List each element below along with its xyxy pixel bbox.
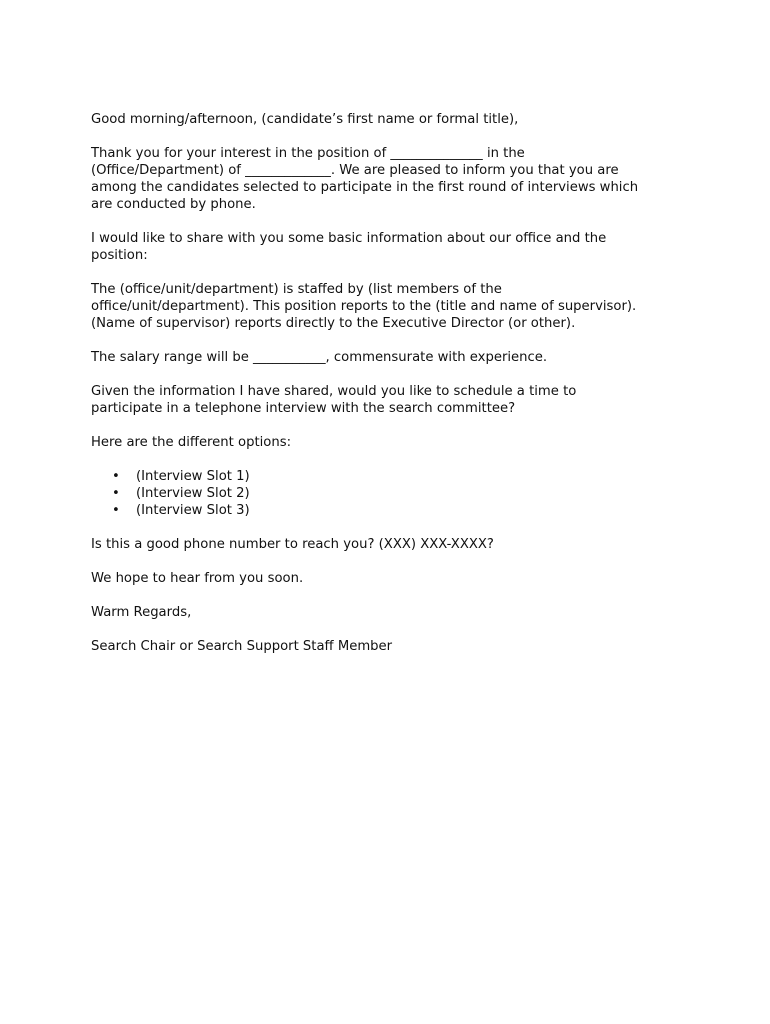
bullet-icon: • <box>112 503 120 518</box>
closing-hope-paragraph: We hope to hear from you soon. <box>91 571 304 586</box>
bullet-icon: • <box>112 486 120 501</box>
sign-off: Warm Regards, <box>91 605 192 620</box>
interview-slot-item <box>91 468 691 485</box>
letter-body <box>91 111 691 672</box>
share-info-paragraph: I would like to share with you some basic information about our office and the position: <box>91 231 607 263</box>
interview-slot-label: (Interview Slot 1) <box>136 469 250 484</box>
salary-paragraph: The salary range will be ___________, commensurate with experience. <box>91 350 548 365</box>
schedule-question-paragraph: Given the information I have shared, would you like to schedule a time to participate in a telephone interview with the search committee? <box>91 384 577 416</box>
bullet-icon: • <box>112 469 120 484</box>
options-intro-paragraph: Here are the different options: <box>91 435 292 450</box>
interview-slot-list <box>91 468 691 519</box>
staffing-paragraph: The (office/unit/department) is staffed by (list members of the office/unit/department). This position reports to the (title and name of supervisor). (Name of supervisor) reports directly to the Executive Director (or other). <box>91 282 637 331</box>
interview-slot-item <box>91 502 691 519</box>
signature: Search Chair or Search Support Staff Member <box>91 639 393 654</box>
interview-slot-label: (Interview Slot 3) <box>136 503 250 518</box>
greeting-paragraph: Good morning/afternoon, (candidate’s first name or formal title), <box>91 112 519 127</box>
phone-question-paragraph: Is this a good phone number to reach you? (XXX) XXX-XXXX? <box>91 537 494 552</box>
interview-slot-label: (Interview Slot 2) <box>136 486 250 501</box>
intro-paragraph: Thank you for your interest in the position of ______________ in the (Office/Department) of _____________. We are pleased to inform you that you are among the candidates selected to participate in the first round of interviews which are conducted by phone. <box>91 146 639 212</box>
interview-slot-item <box>91 485 691 502</box>
